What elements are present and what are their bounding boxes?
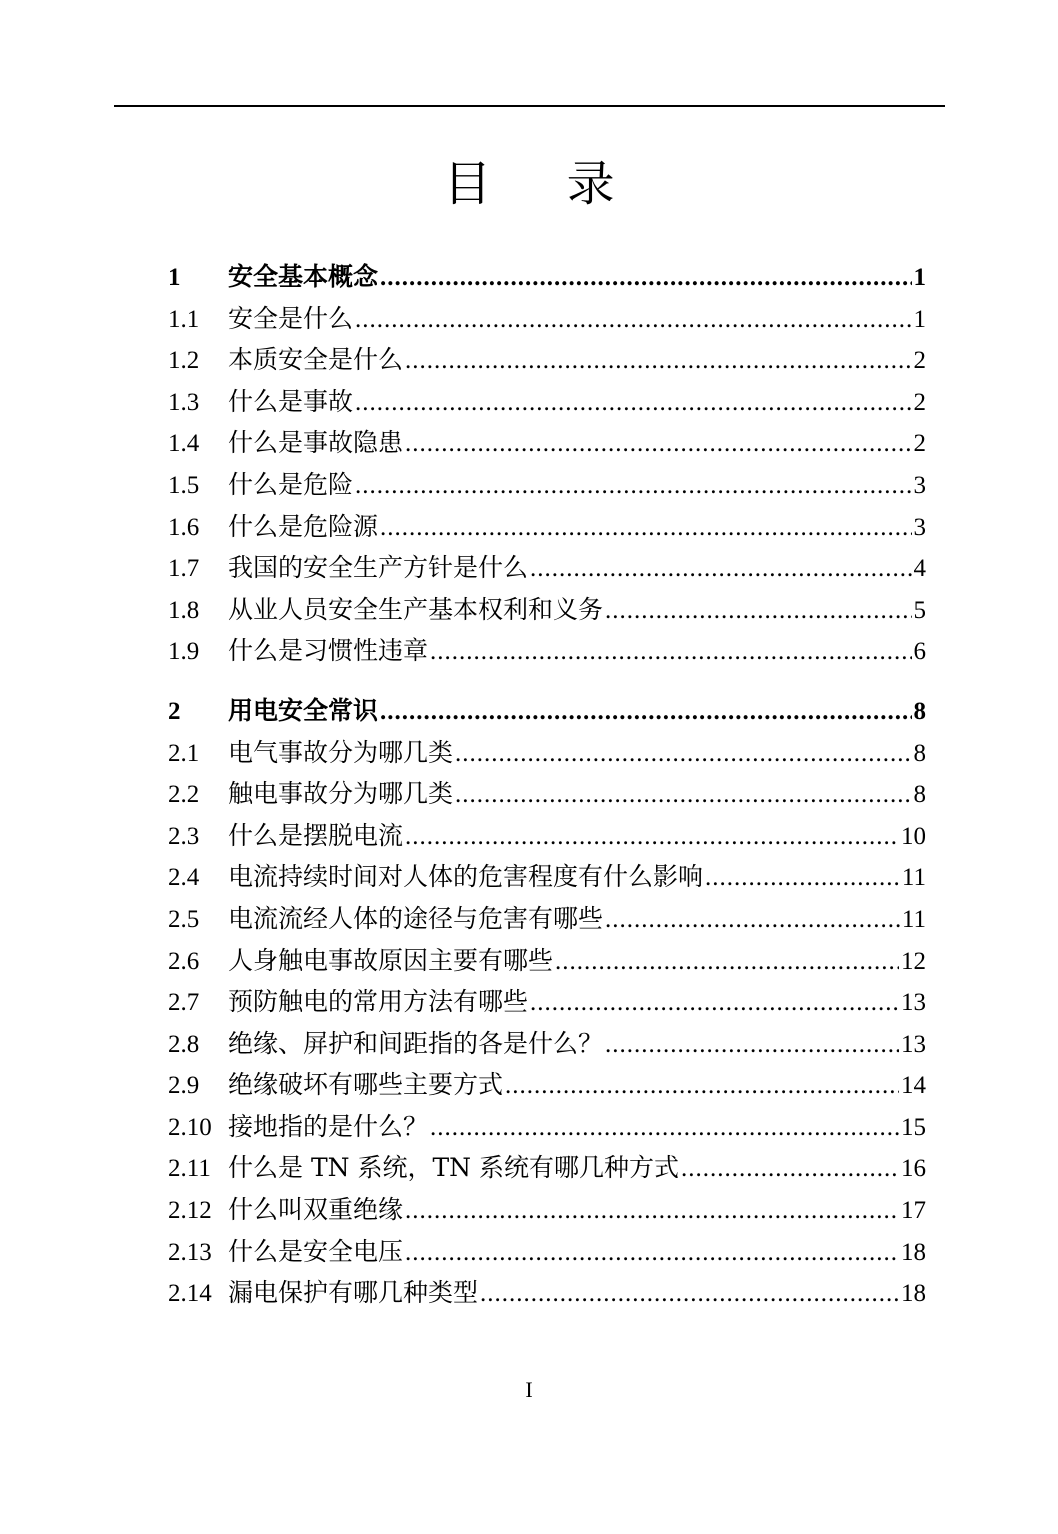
toc-number: 2.6 [168,947,200,975]
toc-number: 2.4 [168,864,200,892]
toc-page-number: 14 [901,1072,926,1100]
toc-leader-dots [430,631,911,673]
toc-leader-dots [505,1065,899,1107]
toc-entry-2-5[interactable] [168,898,926,940]
toc-number: 1.5 [168,471,200,499]
toc-leader-dots [355,299,911,341]
toc-number: 2.11 [168,1155,211,1183]
toc-title: 安全是什么 [228,303,354,333]
toc-title: 安全基本概念 [228,262,379,291]
toc-entry-1-8[interactable] [168,589,926,631]
toc-entry-1-3[interactable] [168,381,926,423]
toc-title: 绝缘破坏有哪些主要方式 [228,1070,504,1100]
toc-leader-dots [430,1107,899,1149]
toc-page-number: 11 [901,905,926,933]
toc-entry-2-10[interactable] [168,1106,926,1148]
toc-page-number: 8 [913,781,926,809]
toc-page-number: 13 [901,1030,926,1058]
toc-number: 1 [168,264,181,291]
page-title: 目 录 [443,156,645,212]
toc-title: 预防触电的常用方法有哪些 [228,987,529,1017]
toc-title: 什么是摆脱电流 [228,820,404,850]
toc-title: 漏电保护有哪几种类型 [228,1278,479,1308]
toc-number: 1.1 [168,305,200,333]
toc-number: 2.2 [168,781,200,809]
toc-leader-dots [380,691,911,733]
toc-page-number: 1 [913,305,926,333]
toc-leader-dots [480,1273,899,1315]
toc-leader-dots [405,1232,899,1274]
toc-page-number: 4 [913,555,926,583]
toc-entry-2-3[interactable] [168,815,926,857]
toc-leader-dots [355,465,911,507]
toc-leader-dots [455,733,911,775]
toc-title: 什么是 TN 系统，TN 系统有哪几种方式 [228,1153,679,1183]
toc-number: 2.1 [168,739,200,767]
toc-number: 2.5 [168,905,200,933]
toc-title: 什么叫双重绝缘 [228,1195,404,1225]
toc-number: 2 [168,697,181,725]
toc-leader-dots [355,382,911,424]
toc-title: 绝缘、屏护和间距指的各是什么？ [228,1028,604,1058]
toc-number: 1.9 [168,638,200,666]
toc-leader-dots [455,774,911,816]
toc-page-number: 10 [901,822,926,850]
toc-leader-dots [605,590,911,632]
toc-page-number: 5 [913,596,926,624]
toc-leader-dots [555,941,899,983]
toc-number: 1.4 [168,430,200,458]
toc-leader-dots [681,1148,899,1190]
toc-title: 从业人员安全生产基本权利和义务 [228,594,604,624]
toc-number: 2.14 [168,1280,212,1308]
toc-title: 电气事故分为哪几类 [228,737,454,767]
toc-entry-2-9[interactable] [168,1064,926,1106]
toc-entry-2-6[interactable] [168,940,926,982]
toc-chapter-2[interactable] [168,690,926,732]
toc-page-number: 16 [901,1155,926,1183]
toc-entry-1-2[interactable] [168,339,926,381]
toc-number: 1.2 [168,347,200,375]
toc-entry-1-5[interactable] [168,464,926,506]
toc-page-number: 12 [901,947,926,975]
toc-title: 电流流经人体的途径与危害有哪些 [228,903,604,933]
toc-number: 2.8 [168,1030,200,1058]
toc-entry-2-14[interactable] [168,1272,926,1314]
toc-number: 2.3 [168,822,200,850]
toc-page-number: 3 [913,471,926,499]
toc-entry-2-13[interactable] [168,1231,926,1273]
toc-page-number: 8 [913,739,926,767]
toc-title: 什么是事故隐患 [228,428,404,458]
toc-leader-dots [380,257,911,299]
toc-page-number: 8 [913,697,926,725]
toc-entry-1-1[interactable] [168,298,926,340]
toc-page-number: 15 [901,1113,926,1141]
footer-page-number: I [525,1377,533,1402]
toc-title: 触电事故分为哪几类 [228,779,454,809]
toc-title: 用电安全常识 [228,695,379,725]
toc-page-number: 18 [901,1238,926,1266]
toc-leader-dots [405,340,911,382]
toc-entry-1-9[interactable] [168,630,926,672]
toc-leader-dots [380,507,911,549]
toc-title: 什么是安全电压 [228,1236,404,1266]
toc-entry-2-7[interactable] [168,981,926,1023]
toc-entry-1-4[interactable] [168,422,926,464]
toc-title: 什么是危险源 [228,511,379,541]
toc-chapter-1[interactable] [168,256,926,298]
toc-number: 2.7 [168,989,200,1017]
toc-title: 什么是事故 [228,386,354,416]
toc-number: 1.8 [168,596,200,624]
toc-title: 接地指的是什么？ [228,1111,429,1141]
header-rule [114,105,945,107]
toc-page-number: 13 [901,989,926,1017]
toc-number: 2.9 [168,1072,200,1100]
toc-number: 1.3 [168,388,200,416]
toc-leader-dots [405,816,899,858]
toc-page-number: 2 [913,430,926,458]
toc-leader-dots [405,1190,899,1232]
toc-page-number: 1 [913,264,926,291]
toc-page-number: 6 [913,638,926,666]
toc-leader-dots [530,548,911,590]
toc-entry-1-6[interactable] [168,506,926,548]
toc-page-number: 11 [901,864,926,892]
toc-entry-2-11[interactable] [168,1147,926,1189]
toc-entry-2-4[interactable] [168,856,926,898]
toc-leader-dots [405,423,911,465]
toc-number: 2.10 [168,1113,212,1141]
toc-leader-dots [705,857,900,899]
toc-entry-2-1[interactable] [168,732,926,774]
toc-title: 我国的安全生产方针是什么 [228,553,529,583]
toc-title: 本质安全是什么 [228,345,404,375]
toc-number: 1.7 [168,555,200,583]
toc-page-number: 2 [913,388,926,416]
toc-number: 2.12 [168,1197,212,1225]
toc-page-number: 17 [901,1197,926,1225]
toc-number: 1.6 [168,513,200,541]
toc-page-number: 18 [901,1280,926,1308]
toc-entry-1-7[interactable] [168,547,926,589]
table-of-contents [168,256,926,1314]
toc-title: 什么是危险 [228,469,354,499]
toc-leader-dots [605,1024,899,1066]
toc-leader-dots [605,899,900,941]
toc-title: 电流持续时间对人体的危害程度有什么影响 [228,862,704,892]
toc-title: 什么是习惯性违章 [228,636,429,666]
toc-leader-dots [530,982,899,1024]
toc-title: 人身触电事故原因主要有哪些 [228,945,554,975]
toc-entry-2-12[interactable] [168,1189,926,1231]
toc-page-number: 2 [913,347,926,375]
toc-page-number: 3 [913,513,926,541]
toc-entry-2-8[interactable] [168,1023,926,1065]
toc-entry-2-2[interactable] [168,773,926,815]
toc-number: 2.13 [168,1238,212,1266]
